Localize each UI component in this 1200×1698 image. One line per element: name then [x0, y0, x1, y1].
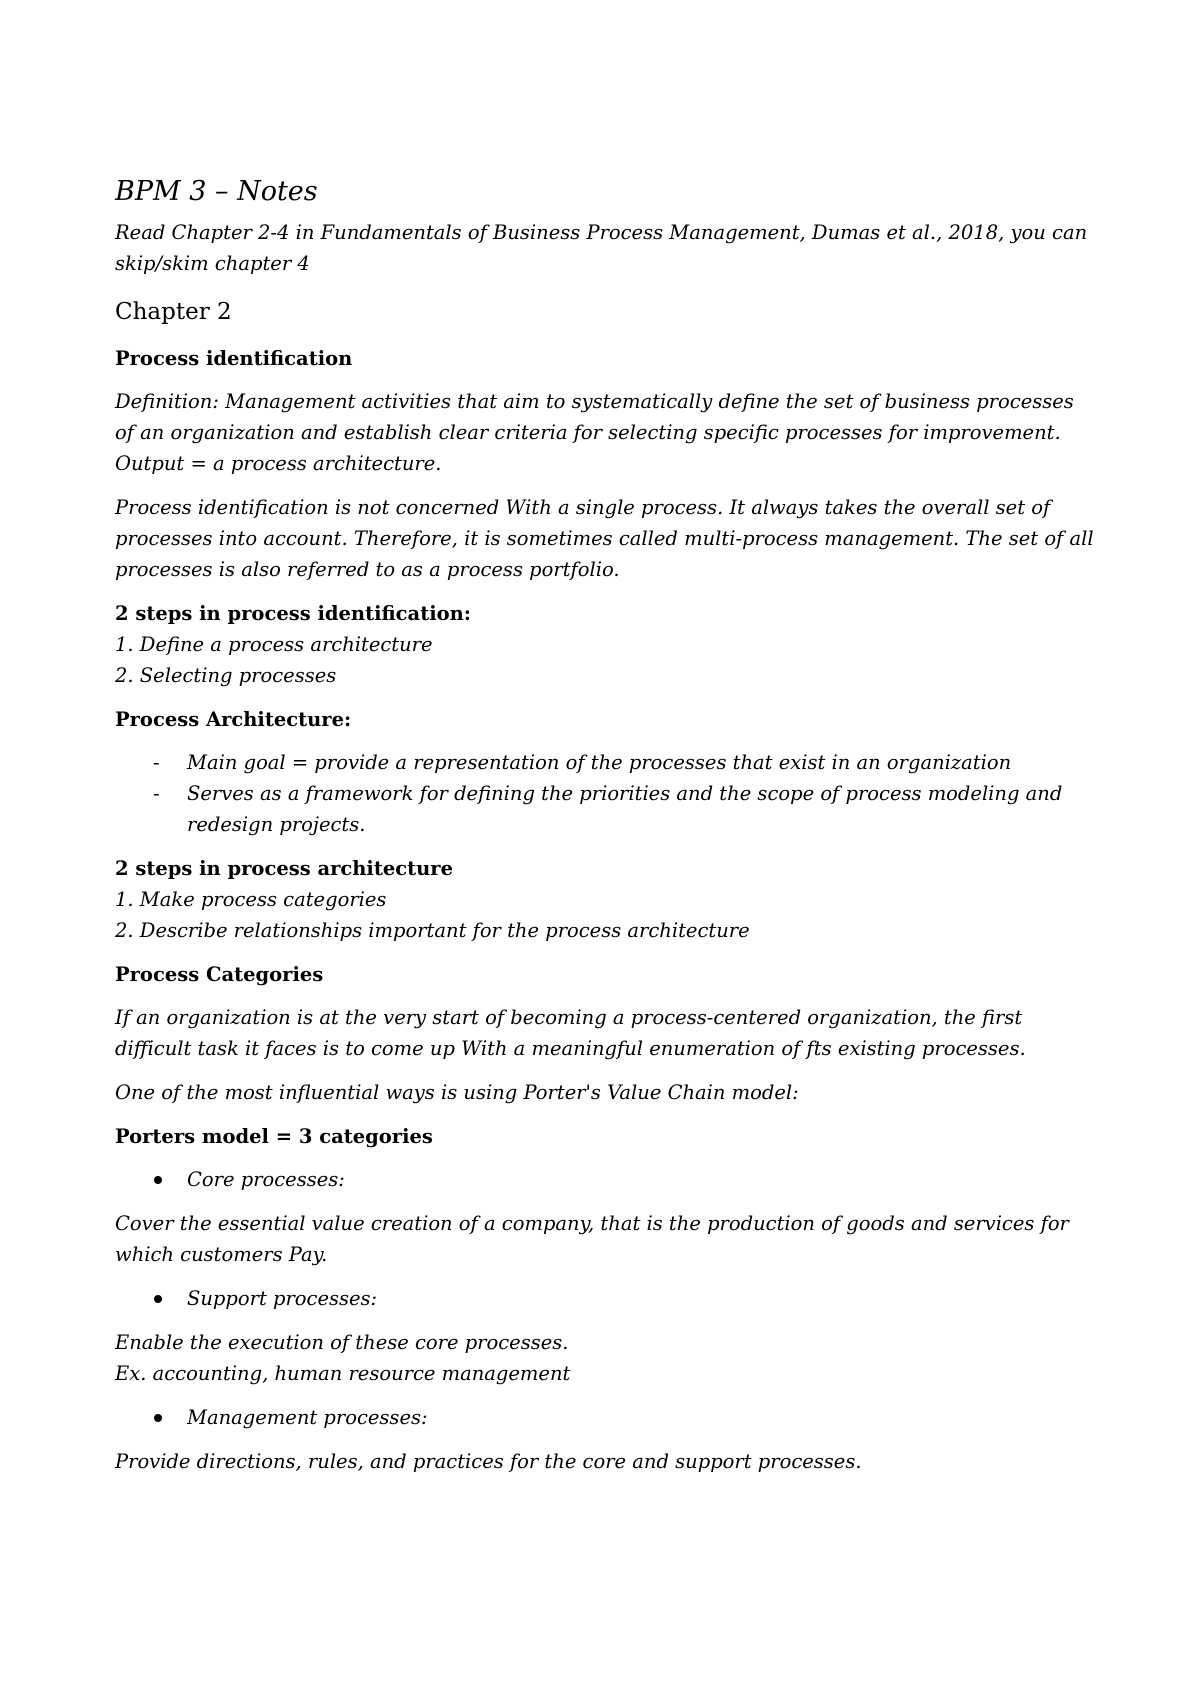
- list-item-text: Main goal = provide a representation of the processes that exist in an organization: [187, 751, 1012, 774]
- section-heading-steps-identification: 2 steps in process identification:: [115, 602, 471, 625]
- document-title: BPM 3 – Notes: [115, 176, 318, 207]
- dash-marker: -: [153, 751, 160, 774]
- categories-paragraph: If an organization is at the very start of becoming a process-centered organization, the first difficult task it faces is to come up With a meaningful enumeration of fts existing processes.: [115, 1006, 1026, 1060]
- bullet-management-processes: [115, 1402, 1095, 1433]
- document-page: [115, 175, 1095, 1490]
- list-item: 2. Describe relationships important for the process architecture: [115, 919, 750, 942]
- core-processes-paragraph: Cover the essential value creation of a company, that is the production of goods and services for which customers Pay.: [115, 1212, 1069, 1266]
- text-line: Enable the execution of these core processes.: [115, 1331, 569, 1354]
- bullet-dot: [154, 1295, 162, 1303]
- list-item: 1. Make process categories: [115, 888, 387, 911]
- bullet-dot: [154, 1414, 162, 1422]
- bullet-dot: [154, 1176, 162, 1184]
- bullet-core-processes: [115, 1164, 1095, 1195]
- definition-paragraph: Definition: Management activities that aim to systematically define the set of business processes of an organization and establish clear criteria for selecting specific processes for improvement. Output = a process architecture.: [115, 390, 1074, 475]
- bullet-label: Support processes:: [187, 1287, 378, 1310]
- list-item: 2. Selecting processes: [115, 664, 337, 687]
- bullet-label: Management processes:: [187, 1406, 428, 1429]
- dash-marker: -: [153, 782, 160, 805]
- section-heading-process-identification: Process identification: [115, 347, 353, 370]
- section-heading-process-categories: Process Categories: [115, 963, 324, 986]
- porter-intro-paragraph: One of the most influential ways is using Porter's Value Chain model:: [115, 1081, 799, 1104]
- list-item: 1. Define a process architecture: [115, 633, 433, 656]
- text-line: Ex. accounting, human resource management: [115, 1362, 571, 1385]
- bullet-label: Core processes:: [187, 1168, 345, 1191]
- chapter-heading: Chapter 2: [115, 299, 232, 325]
- architecture-dash-list: [115, 747, 1095, 840]
- steps-architecture-list: [115, 884, 1095, 946]
- management-processes-paragraph: Provide directions, rules, and practices for the core and support processes.: [115, 1450, 862, 1473]
- section-heading-porters-model: Porters model = 3 categories: [115, 1125, 433, 1148]
- list-item-text: Serves as a framework for defining the priorities and the scope of process modeling and redesign projects.: [187, 782, 1063, 836]
- list-item: [115, 778, 1095, 840]
- reading-assignment: Read Chapter 2-4 in Fundamentals of Business Process Management, Dumas et al., 2018, you can skip/skim chapter 4: [115, 221, 1088, 275]
- support-processes-paragraph: [115, 1327, 1095, 1389]
- section-heading-steps-architecture: 2 steps in process architecture: [115, 857, 453, 880]
- list-item: [115, 747, 1095, 778]
- section-heading-process-architecture: Process Architecture:: [115, 708, 352, 731]
- bullet-support-processes: [115, 1283, 1095, 1314]
- steps-identification-list: [115, 629, 1095, 691]
- description-paragraph: Process identification is not concerned With a single process. It always takes the overall set of processes into account. Therefore, it is sometimes called multi-process management. The set of all processes is also referred to as a process portfolio.: [115, 496, 1094, 581]
